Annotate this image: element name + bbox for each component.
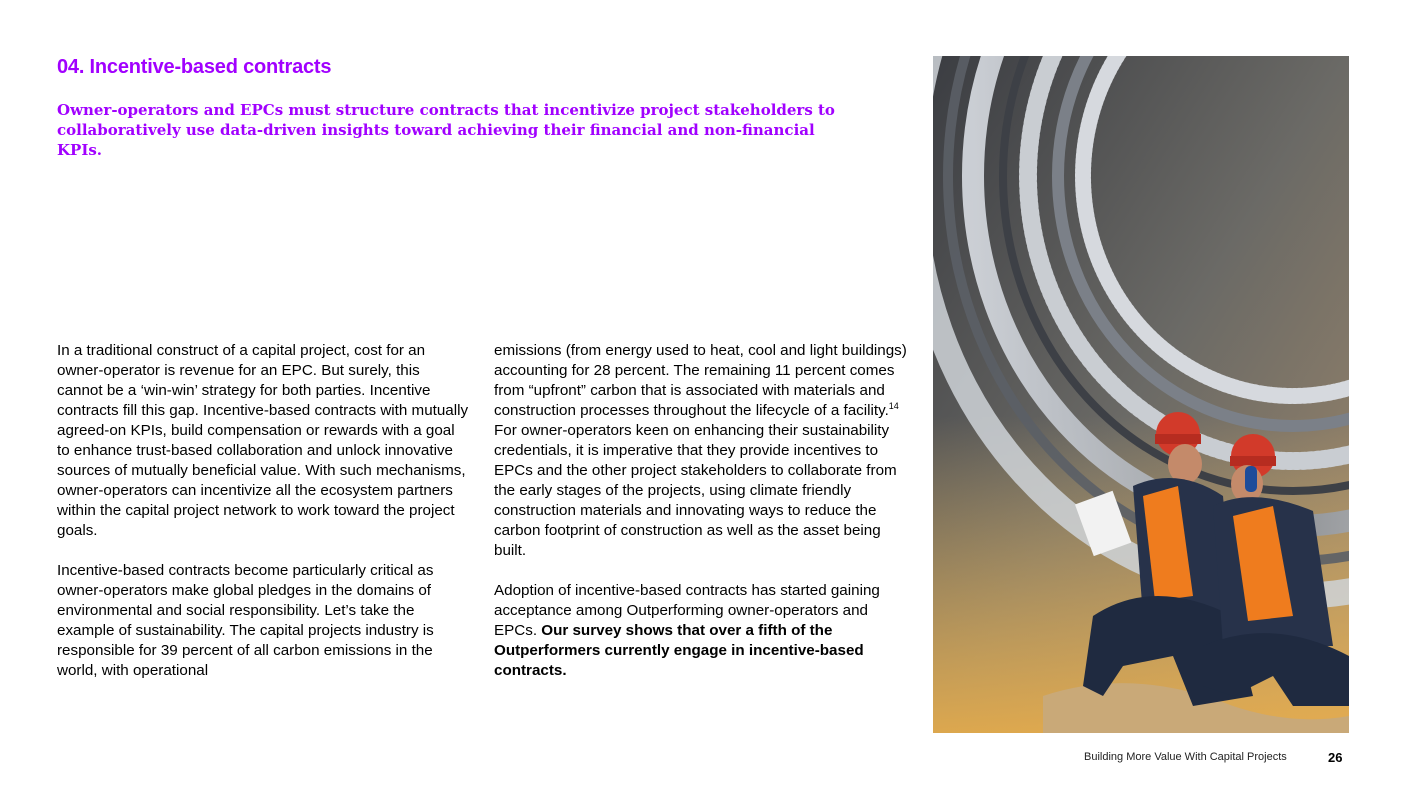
turbine-workers-photo xyxy=(933,56,1349,733)
body-paragraph: Incentive-based contracts become particularly critical as owner-operators make global pledges in the domains of environmental and social responsibility. Let’s take the example of sustainability. The capital projects industry is responsible for 39 percent of all carbon emissions in the world, with operational xyxy=(57,562,434,679)
body-text: emissions (from energy used to heat, cool and light buildings) accounting for 28 percent. The remaining 11 percent comes from “upfront” carbon that is associated with materials and construction processes throughout the lifecycle of a facility. xyxy=(494,342,907,419)
body-text: Adoption of incentive-based contracts has started gaining acceptance among Outperforming owner-operators and EPCs. xyxy=(494,582,880,639)
section-heading: 04. Incentive-based contracts xyxy=(57,56,332,78)
body-column-left xyxy=(57,341,469,701)
footer-title: Building More Value With Capital Projects xyxy=(1084,751,1287,763)
body-paragraph xyxy=(494,581,910,681)
highlight-text: Our survey shows that over a fifth of the Outperformers currently engage in incentive-based contracts. xyxy=(494,622,864,679)
footnote-ref: 14 xyxy=(888,400,899,411)
body-paragraph: In a traditional construct of a capital project, cost for an owner-operator is revenue for an EPC. But surely, this cannot be a ‘win-win’ strategy for both parties. Incentive contracts fill this gap. Incentive-based contracts with mutually agreed-on KPIs, build compensation or rewards with a goal to enhance trust-based collaboration and unlock innovative sources of mutually beneficial value. With such mechanisms, owner-operators can incentivize all the ecosystem partners within the capital project network to work toward the project goals. xyxy=(57,342,469,539)
page-number: 26 xyxy=(1328,750,1343,765)
body-paragraph xyxy=(494,341,910,561)
photo-illustration xyxy=(933,56,1349,733)
body-column-right xyxy=(494,341,910,701)
lead-paragraph: Owner-operators and EPCs must structure contracts that incentivize project stakeholders to collaboratively use data-driven insights toward achieving their financial and non-financial KPIs. xyxy=(57,101,835,159)
body-text: For owner-operators keen on enhancing their sustainability credentials, it is imperative that they provide incentives to EPCs and the other project stakeholders to collaborate from the early stages of the projects, using climate friendly construction materials and innovating ways to reduce the carbon footprint of construction as well as the asset being built. xyxy=(494,422,897,559)
